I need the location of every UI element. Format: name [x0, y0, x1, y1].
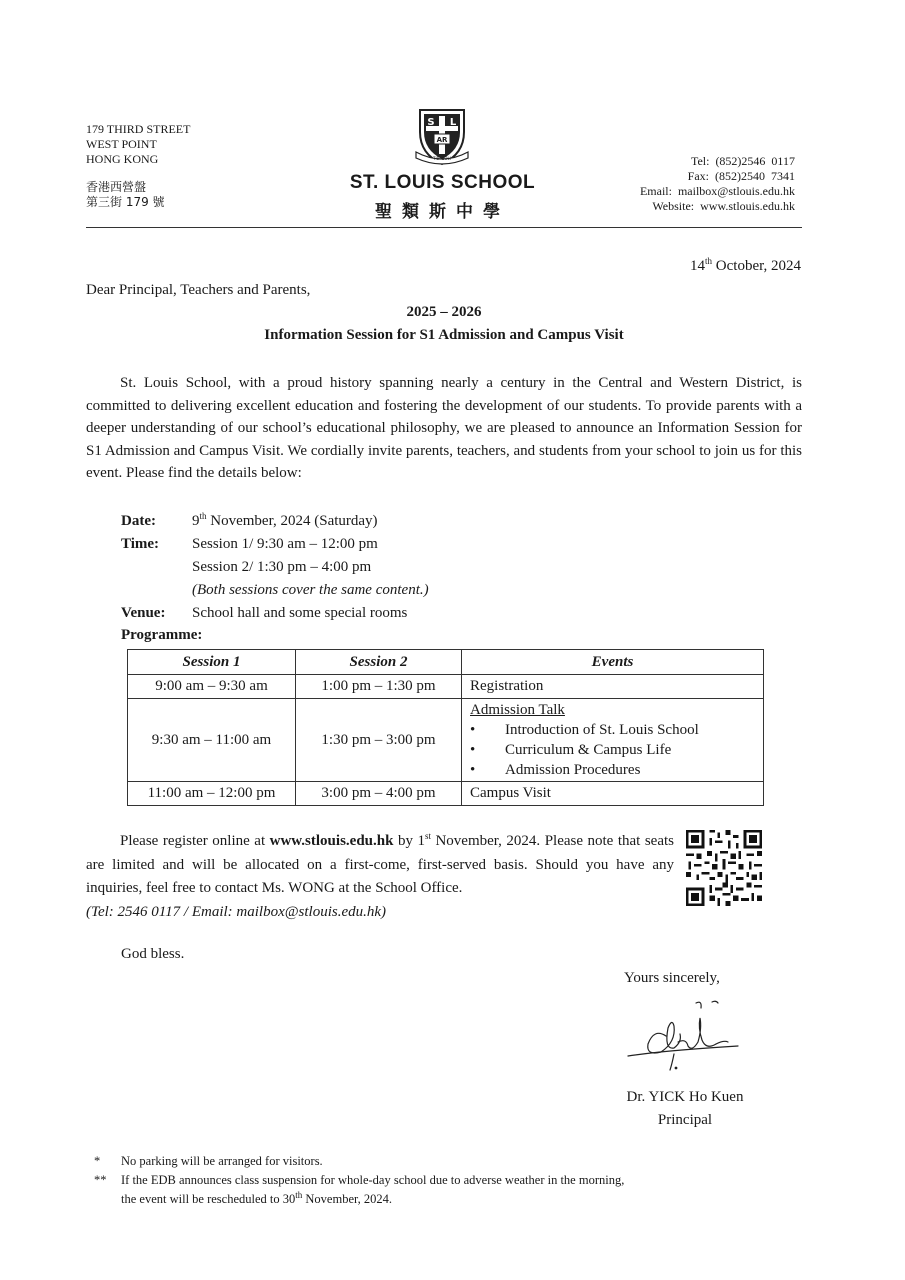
address-line: WEST POINT — [86, 137, 157, 151]
venue: School hall and some special rooms — [192, 605, 408, 621]
address-line: HONG KONG — [86, 152, 159, 166]
signer-block — [560, 1086, 810, 1132]
column-header: Session 2 — [296, 650, 462, 675]
footnote-text: the event will be rescheduled to 30 — [121, 1192, 296, 1206]
intro-text: St. Louis School, with a proud history spanning nearly a century in the Central and Western District, is committed to delivering excellent education and fostering the development of our students. To provide parents with a deeper understanding of our school’s educational philosophy, we are pleased to announce an Information Session for S1 Admission and Campus Visit. We cordially invite parents, teachers, and students from your school to join us for this event. Please find the details below: — [86, 375, 802, 482]
registration-paragraph — [86, 830, 674, 924]
table-row — [128, 699, 764, 782]
programme-table — [127, 649, 764, 806]
school-crest-logo — [410, 104, 474, 168]
letter-title: Information Session for S1 Admission and Campus Visit — [264, 327, 624, 343]
event-cell — [462, 699, 764, 782]
school-name-chinese: 聖類斯中學 — [375, 202, 510, 222]
footnote-text: November, 2024. — [302, 1192, 393, 1206]
contact-tel: Tel: (852)2546 0117 — [690, 154, 795, 168]
signature-image — [616, 998, 746, 1078]
date-day: 14 — [690, 258, 706, 274]
session-2-cell: 1:30 pm – 3:00 pm — [296, 699, 462, 782]
title-year: 2025 – 2026 — [406, 304, 482, 320]
event-cell: Registration — [462, 675, 764, 699]
crest-monogram: AR — [436, 136, 448, 144]
closing-blessing: God bless. — [121, 946, 185, 962]
contact-email: Email: mailbox@stlouis.edu.hk — [639, 184, 795, 198]
session-note: (Both sessions cover the same content.) — [192, 582, 429, 598]
header-divider — [86, 227, 802, 228]
registration-link[interactable]: www.stlouis.edu.hk — [269, 833, 394, 849]
contact-fax: Fax: (852)2540 7341 — [687, 169, 795, 183]
event-date-suffix: th — [199, 511, 207, 521]
address-line: 179 THIRD STREET — [86, 122, 191, 136]
list-item-text: Admission Procedures — [505, 762, 641, 778]
session-1-time: Session 1/ 9:30 am – 12:00 pm — [192, 536, 378, 552]
date-suffix: th — [705, 256, 713, 266]
column-header: Session 1 — [128, 650, 296, 675]
event-date — [192, 510, 378, 533]
footnote-mark: * — [94, 1154, 101, 1168]
bullet-icon: • — [470, 742, 476, 758]
footnote-text: No parking will be arranged for visitors. — [121, 1154, 323, 1168]
contact-line: (Tel: 2546 0117 / Email: mailbox@stlouis.edu.hk) — [86, 903, 387, 920]
contact-website: Website: www.stlouis.edu.hk — [652, 199, 795, 213]
event-date-day: 9 — [192, 513, 200, 529]
date-rest: October, 2024 — [712, 258, 801, 274]
footnotes — [94, 1152, 624, 1209]
registration-date-suffix: st — [424, 831, 431, 841]
programme-label: Programme: — [121, 627, 203, 643]
address-chinese — [86, 180, 165, 210]
crest-letter: S — [427, 117, 435, 128]
session-2-cell: 3:00 pm – 4:00 pm — [296, 782, 462, 806]
session-2-cell: 1:00 pm – 1:30 pm — [296, 675, 462, 699]
list-item — [470, 760, 757, 780]
signer-title: Principal — [657, 1112, 713, 1128]
crest-letter: L — [449, 117, 457, 128]
qr-code-icon[interactable] — [686, 830, 762, 906]
crest-motto: TIBI SOLI — [433, 156, 451, 161]
closing-yours: Yours sincerely, — [624, 970, 720, 986]
bullet-icon: • — [470, 762, 476, 778]
session-2-time: Session 2/ 1:30 pm – 4:00 pm — [192, 559, 372, 575]
venue-label: Venue: — [121, 605, 166, 621]
list-item — [470, 720, 757, 740]
registration-text: November, 2024. Please note that seats are limited and will be allocated on a first-come, first-served basis. Should you have any inquiries, feel free to contact Ms. WONG at the School Office. — [86, 833, 674, 896]
event-title: Admission Talk — [470, 702, 565, 718]
column-header: Events — [462, 650, 764, 675]
footnote — [94, 1171, 624, 1209]
event-date-rest: November, 2024 (Saturday) — [206, 513, 378, 529]
event-cell: Campus Visit — [462, 782, 764, 806]
event-details — [121, 510, 621, 625]
table-header-row — [128, 650, 764, 675]
footnote-mark: ** — [94, 1173, 107, 1187]
session-1-cell: 11:00 am – 12:00 pm — [128, 782, 296, 806]
list-item — [470, 740, 757, 760]
date-label: Date: — [121, 513, 156, 529]
registration-text: Please register online at — [120, 833, 270, 849]
intro-paragraph — [86, 372, 802, 485]
address-english — [86, 122, 190, 167]
contact-block — [640, 154, 795, 214]
time-label: Time: — [121, 536, 160, 552]
event-items — [470, 720, 757, 780]
school-name-english: ST. LOUIS SCHOOL — [349, 172, 536, 193]
registration-text: by 1 — [393, 833, 425, 849]
table-row — [128, 675, 764, 699]
letter-date — [690, 258, 801, 275]
list-item-text: Introduction of St. Louis School — [505, 722, 699, 738]
address-line: 香港西營盤 — [86, 180, 147, 194]
table-row — [128, 782, 764, 806]
footnote-date-suffix: th — [295, 1189, 303, 1200]
session-1-cell: 9:30 am – 11:00 am — [128, 699, 296, 782]
address-line: 第三街 179 號 — [86, 195, 165, 209]
footnote — [94, 1152, 624, 1171]
session-1-cell: 9:00 am – 9:30 am — [128, 675, 296, 699]
list-item-text: Curriculum & Campus Life — [505, 742, 672, 758]
footnote-text: If the EDB announces class suspension for whole-day school due to adverse weather in the morning, — [121, 1173, 625, 1187]
bullet-icon: • — [470, 722, 476, 738]
salutation: Dear Principal, Teachers and Parents, — [86, 282, 311, 298]
signer-name: Dr. YICK Ho Kuen — [626, 1089, 744, 1105]
